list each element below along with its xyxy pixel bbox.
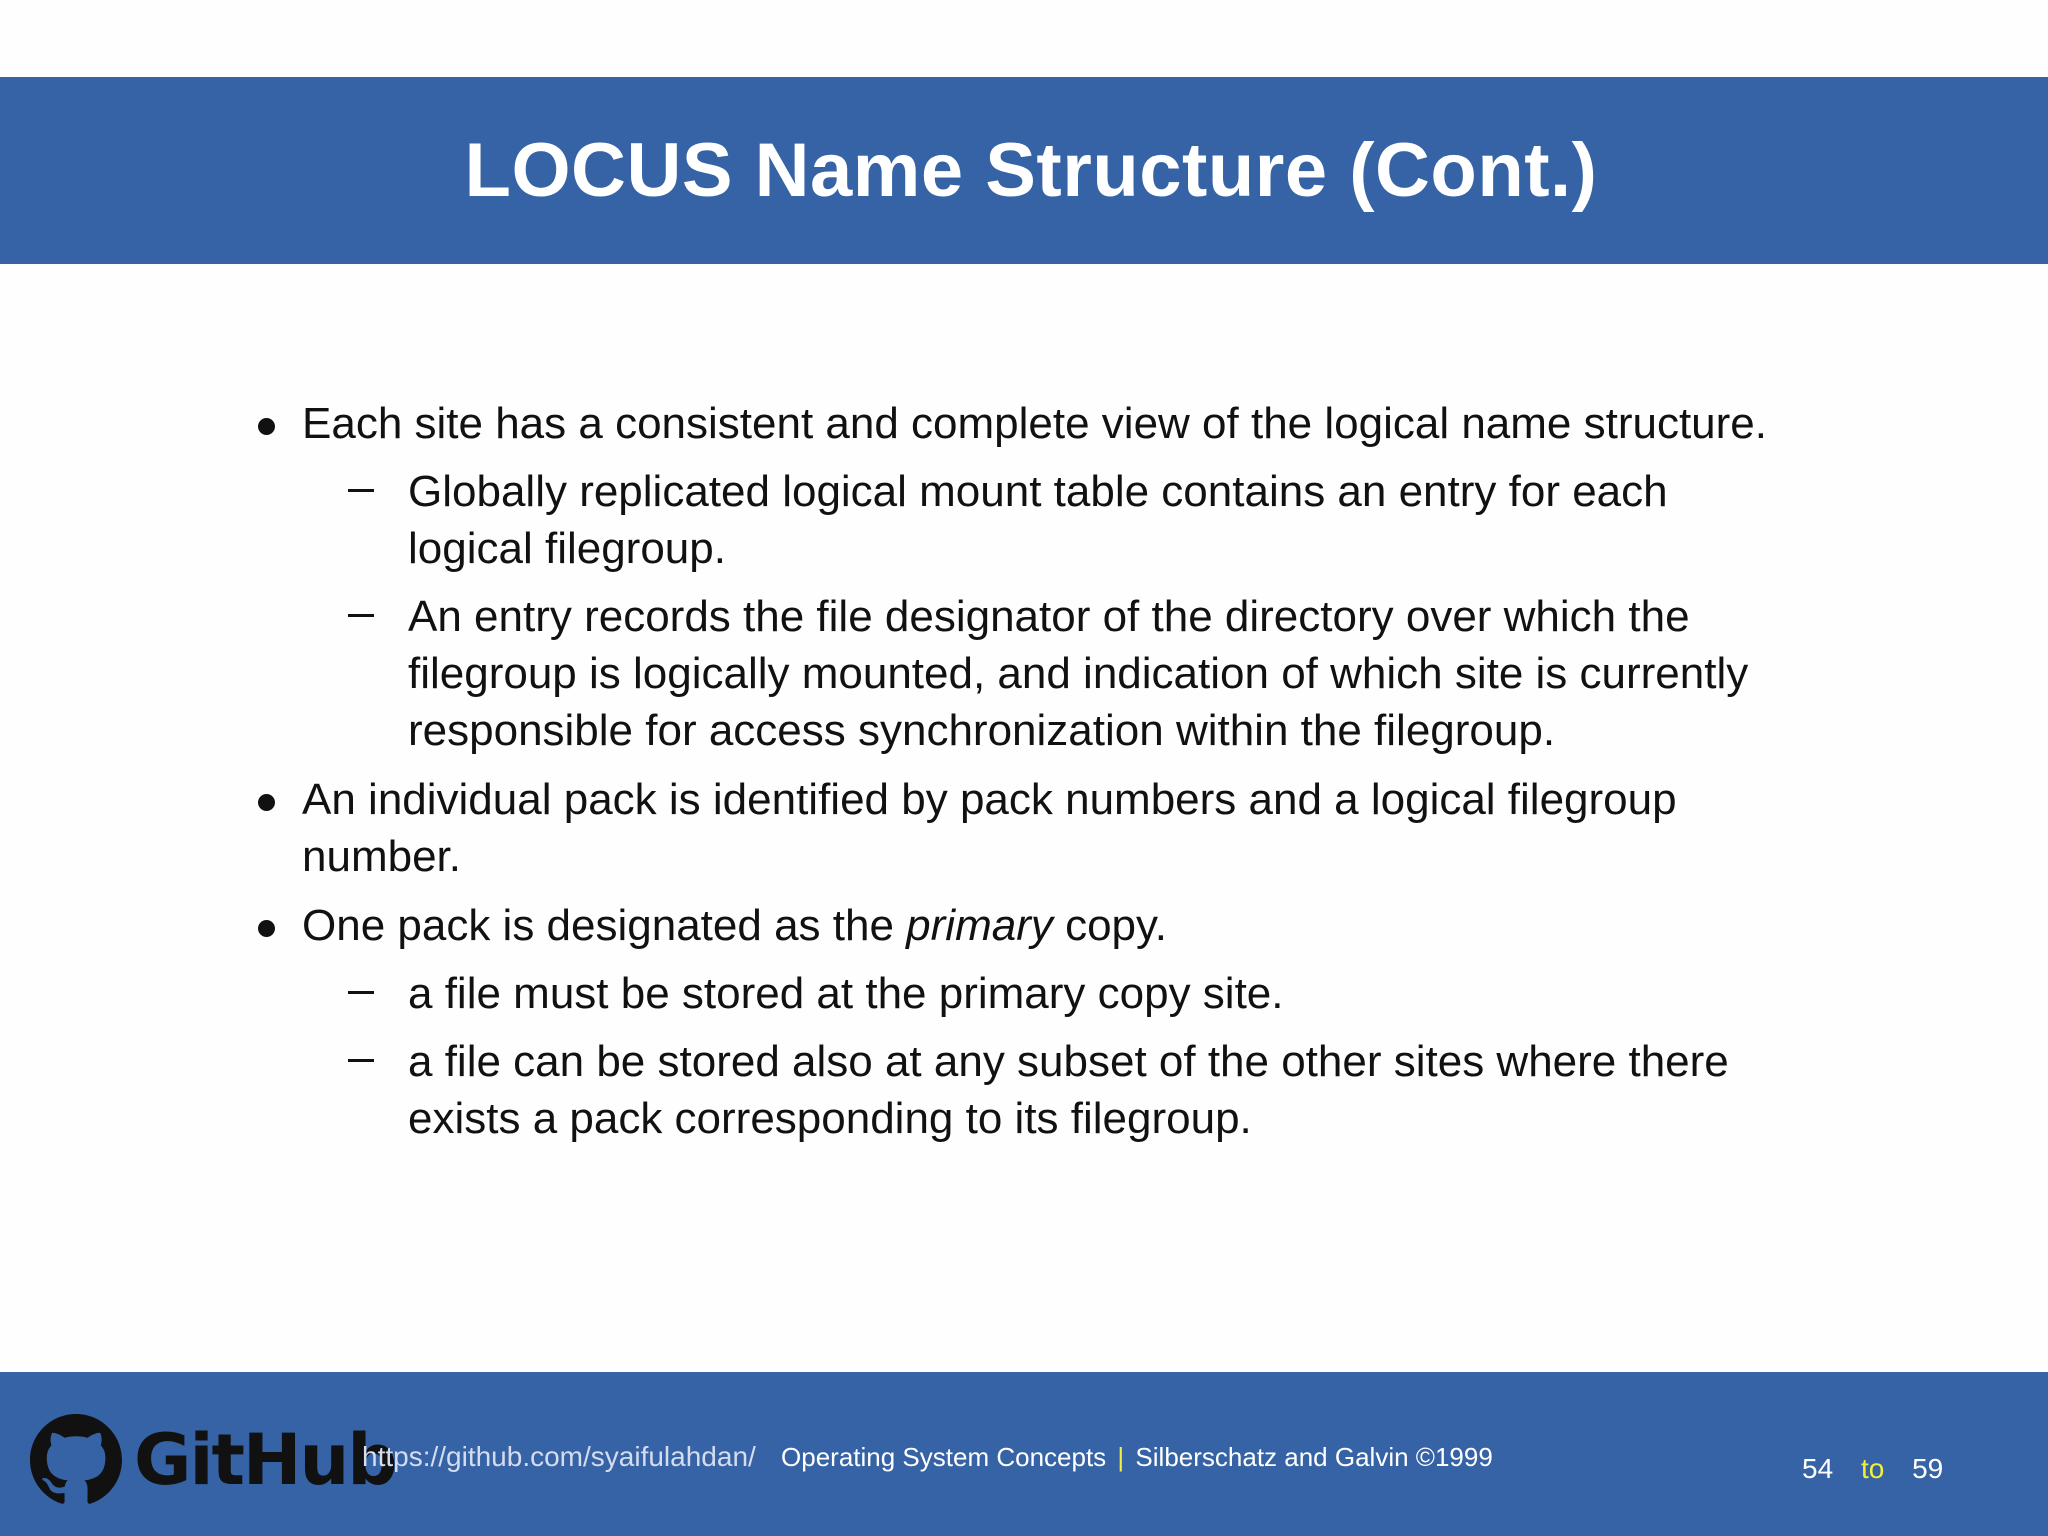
dash-icon [348,614,374,617]
bullet-dot-icon [258,920,275,937]
slide-title: LOCUS Name Structure (Cont.) [464,128,1598,213]
github-octocat-icon [30,1414,122,1506]
bullet-1 [250,395,1790,759]
footer-credits [362,1441,1493,1473]
bullet-3-sub-2 [250,1033,1790,1147]
bullet-3-sub-2-text: a file can be stored also at any subset of the other sites where there exists a pack corresponding to its filegroup. [408,1037,1729,1143]
page-range [1802,1453,1943,1485]
bullet-1-sub-1 [250,463,1790,577]
bullet-2 [250,771,1790,885]
footer-separator: | [1117,1442,1125,1472]
bullet-dot-icon [258,794,275,811]
bullet-3-text-before: One pack is designated as the [302,901,907,950]
bullet-1-text: Each site has a consistent and complete view of the logical name structure. [302,399,1767,448]
bullet-dot-icon [258,418,275,435]
bullet-1-sub-1-text: Globally replicated logical mount table contains an entry for each logical filegroup. [408,467,1668,573]
bullet-3-sub-1 [250,965,1790,1022]
bullet-3 [250,897,1790,1147]
bullet-3-sub-1-text: a file must be stored at the primary copy site. [408,969,1284,1018]
page-to: 59 [1912,1453,1944,1484]
github-logo[interactable] [30,1414,395,1506]
bullet-2-text: An individual pack is identified by pack numbers and a logical filegroup number. [302,775,1677,881]
bullet-3-text-after: copy. [1052,901,1167,950]
slide-content [250,395,1790,1157]
dash-icon [348,489,374,492]
bullet-3-emphasis: primary [906,901,1053,950]
page-to-label: to [1860,1453,1885,1484]
dash-icon [348,991,374,994]
page-from: 54 [1802,1453,1834,1484]
footer-url-link[interactable]: https://github.com/syaifulahdan/ [362,1441,756,1472]
title-bar [0,77,2048,264]
dash-icon [348,1059,374,1062]
bullet-1-sub-2-text: An entry records the file designator of the directory over which the filegroup is logically mounted, and indication of which site is currently responsible for access synchronization within the filegroup. [408,592,1749,755]
github-wordmark: GitHub [134,1419,396,1501]
bullet-1-sub-2 [250,588,1790,759]
footer-authors: Silberschatz and Galvin ©1999 [1135,1442,1493,1472]
footer-book-title: Operating System Concepts [781,1442,1107,1472]
